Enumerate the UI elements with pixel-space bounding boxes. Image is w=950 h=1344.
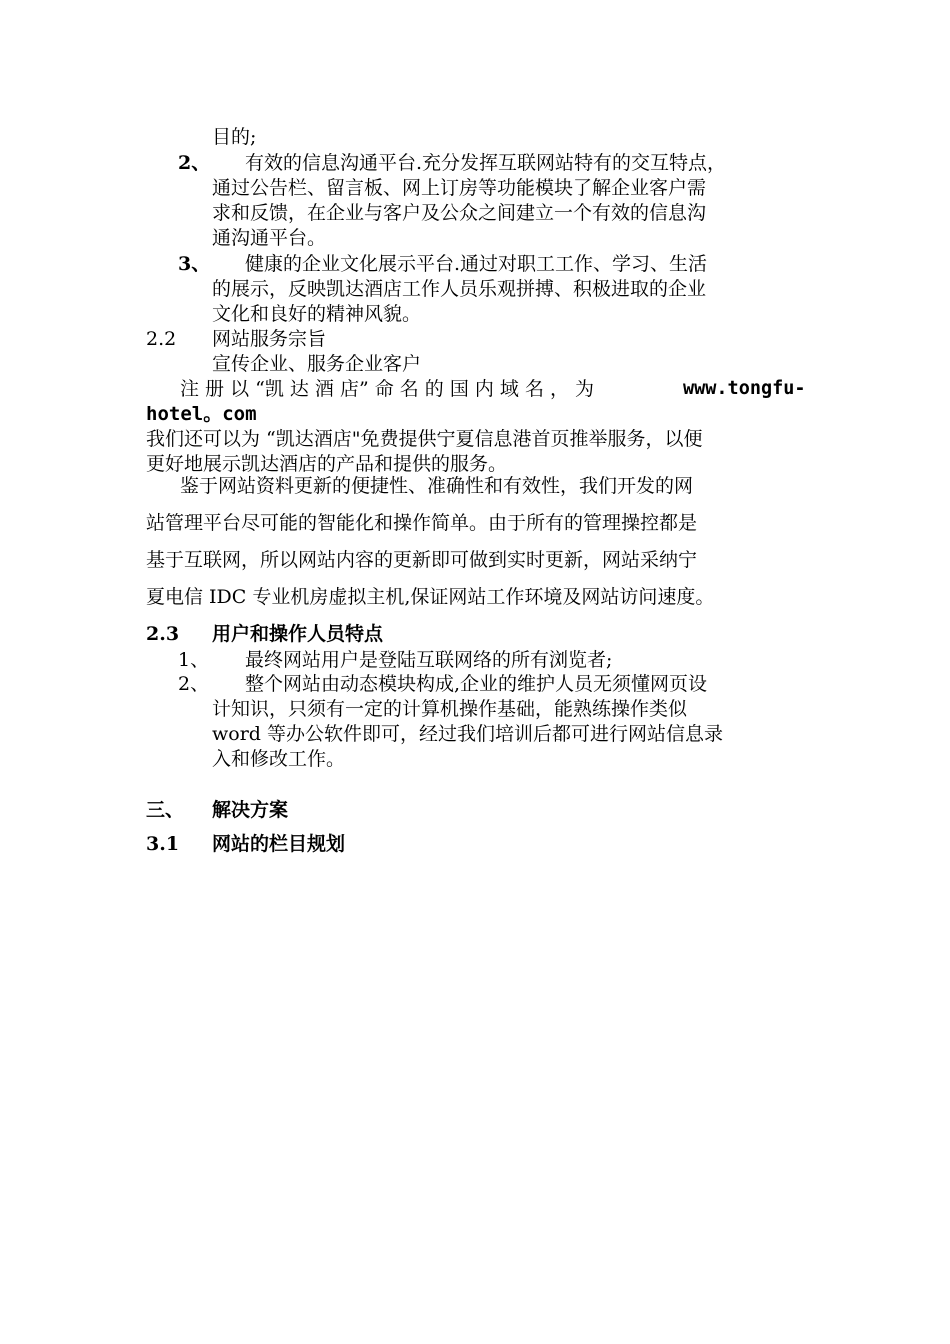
text-line: 文化和良好的精神风貌。	[212, 303, 422, 325]
section-number: 2.2	[146, 328, 177, 350]
chapter-title: 解决方案	[212, 799, 289, 821]
text-line: 入和修改工作。	[212, 748, 346, 770]
text-line: 基于互联网，所以网站内容的更新即可做到实时更新，网站采纳宁	[146, 549, 698, 571]
text-line: 宣传企业、服务企业客户	[212, 353, 422, 375]
text-line: 鉴于网站资料更新的便捷性、准确性和有效性，我们开发的网	[180, 475, 694, 497]
text-line: 整个网站由动态模块构成,企业的维护人员无须懂网页设	[245, 673, 708, 695]
text-line: 站管理平台尽可能的智能化和操作简单。由于所有的管理操控都是	[146, 512, 698, 534]
text-line: 最终网站用户是登陆互联网络的所有浏览者;	[245, 649, 613, 671]
text-line: 更好地展示凯达酒店的产品和提供的服务。	[146, 453, 508, 475]
list-number: 3、	[178, 253, 211, 275]
chapter-number: 三、	[146, 799, 185, 821]
text-line: 通沟通平台。	[212, 227, 327, 249]
domain-text: hotel。com	[146, 403, 257, 425]
text-line: 目的;	[212, 126, 257, 148]
section-title: 网站服务宗旨	[212, 328, 327, 350]
text-line: 有效的信息沟通平台.充分发挥互联网站特有的交互特点，	[245, 152, 727, 174]
section-number: 2.3	[146, 623, 180, 645]
text-line: 我们还可以为 “凯达酒店"免费提供宁夏信息港首页推举服务，以便	[146, 428, 703, 450]
list-number: 2、	[178, 673, 210, 695]
text-line: 通过公告栏、留言板、网上订房等功能模块了解企业客户需	[212, 177, 707, 199]
section-title: 用户和操作人员特点	[212, 623, 384, 645]
text-line: word 等办公软件即可，经过我们培训后都可进行网站信息录	[212, 723, 723, 745]
text-line: 计知识，只须有一定的计算机操作基础，能熟练操作类似	[212, 698, 688, 720]
text-line: 的展示，反映凯达酒店工作人员乐观拼搏、积极进取的企业	[212, 278, 707, 300]
text-line: 注 册 以 “凯 达 酒 店” 命 名 的 国 内 域 名 ， 为	[180, 378, 595, 400]
section-title: 网站的栏目规划	[212, 833, 346, 855]
text-line: 健康的企业文化展示平台.通过对职工工作、学习、生活	[245, 253, 708, 275]
text-line: 夏电信 IDC 专业机房虚拟主机,保证网站工作环境及网站访问速度。	[146, 586, 715, 608]
list-number: 1、	[178, 649, 210, 671]
text-line: 求和反馈，在企业与客户及公众之间建立一个有效的信息沟	[212, 202, 707, 224]
section-number: 3.1	[146, 833, 180, 855]
list-number: 2、	[178, 152, 211, 174]
domain-text: www.tongfu-	[683, 378, 806, 399]
